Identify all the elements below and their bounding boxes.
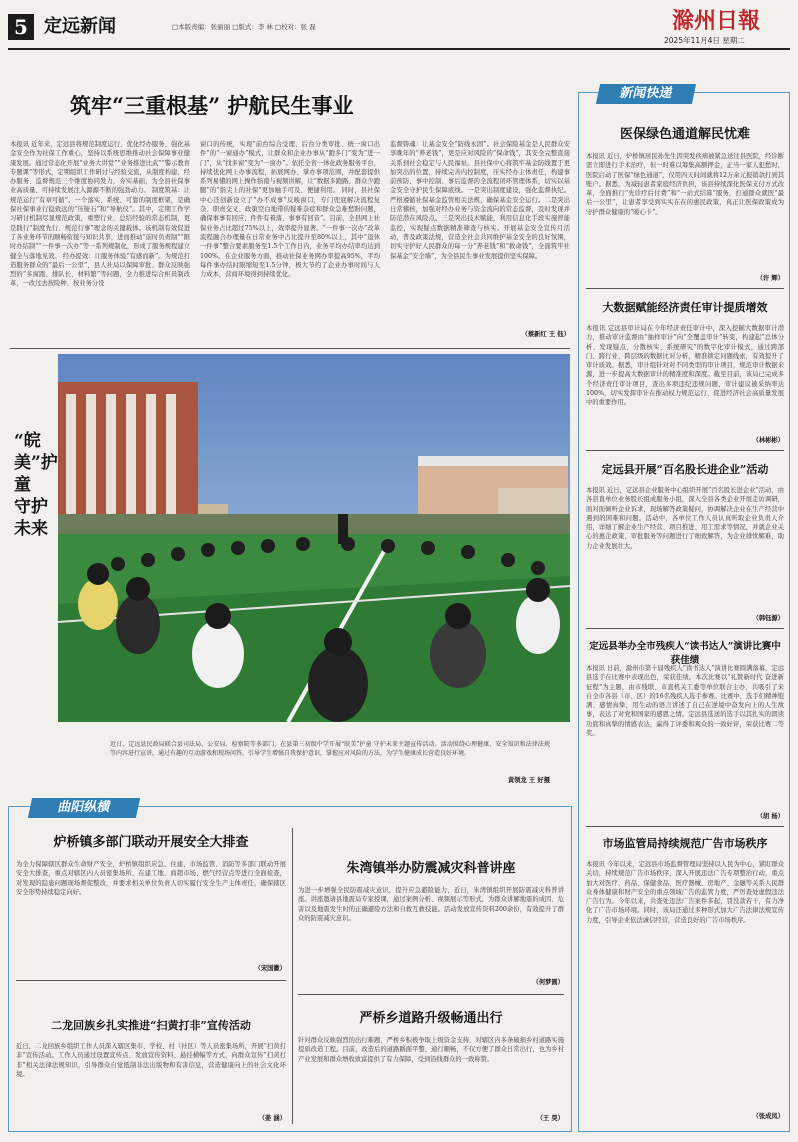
quyang-b4-text: 针对群众反映强烈的出行难题，严桥乡积极争取上级资金支持，对辖区内多条破损乡村道路实施提质改造工程。目前，改造后的道路路面平整、通行顺畅，不仅方便了群众日常出行，也为乡村产业发展和群众增收致富提供了有力保障，受到沿线群众的一致称赞。 <box>298 1037 564 1063</box>
express-divider-3 <box>586 628 784 629</box>
quyang-b4-title: 严桥乡道路升级畅通出行 <box>359 1011 503 1026</box>
editor-credits: □本版责编：张丽丽 □版式：李 林 □校对：张 磊 <box>172 23 316 31</box>
quyang-divider-left <box>16 980 286 981</box>
quyang-b1-title: 炉桥镇多部门联动开展安全大排查 <box>53 835 249 850</box>
quyang-b1-sig: （宋国徽） <box>254 965 286 972</box>
section-name: 定远新闻 <box>44 16 116 37</box>
express-divider-4 <box>586 826 784 827</box>
quyang-b4-sig: （王 昊） <box>536 1115 564 1122</box>
masthead-rule <box>8 48 790 50</box>
express-a3-text: 本报讯 近日，定远县企业服务中心组织开展“百名股长进企业”活动，由各县直单位业务股长组成服务小组，深入全县各类企业开展走访调研，面对面倾听企业诉求，现场解答政策疑问，协调解决企业在生产经营中遇到的困难和问题。活动中，各单位工作人员认真听取企业负责人介绍，详细了解企业生产经营、项目推进、用工需求等情况，并就企业关心的惠企政策、审批服务等问题进行了细致解答，为企业排忧解难，助力企业发展壮大。 <box>586 487 784 550</box>
news-express-ribbon: 新闻快递 <box>596 84 696 104</box>
express-a1-text: 本报讯 近日，炉桥镇居民孙先生因突发疾病被紧急送往县医院，经诊断需立即进行手术治疗，但一时难以筹集高额押金，正当一家人犯愁时，医院启动了医保“绿色通道”，仅用四天时间就将12万余元报销款打到其账户。据悉，为减轻患者家庭经济负担，该县持续深化医保支付方式改革，全面推行“先诊疗后付费”和“一站式结算”服务，打通群众就医“最后一公里”，让患者享受到实实在在的惠民政策，真正让医保政策成为守护群众健康的“暖心卡”。 <box>586 153 784 216</box>
express-a1-title: 医保绿色通道解民忧难 <box>619 127 750 142</box>
quyang-b2-sig: （何梦圆） <box>532 979 564 986</box>
issue-date: 2025年11月4日 星期二 <box>664 36 745 45</box>
express-a4-title: 定远县举办全市残疾人“读书达人”演讲比赛中获佳绩 <box>589 641 781 666</box>
page-number-box: 5 <box>8 14 34 40</box>
photo-side-title: “皖美”护童 守护未来 <box>14 431 58 539</box>
express-divider-2 <box>586 450 784 451</box>
express-a1-sig: （许 辉） <box>756 275 784 282</box>
express-a3-sig: （韩钰源） <box>752 615 784 622</box>
campus-activity-photo <box>58 354 570 722</box>
express-a2-text: 本报讯 定远县审计局在今年经济责任审计中，深入挖掘大数据审计潜力，推动审计监督由“抽样审计”向“全覆盖审计”转变，构建起“总体分析、发现疑点、分散核实、系统研究”的数字化审计模式，通过跨部门、跨行业、跨层级的数据比对分析，精准锁定问题线索，有效提升了审计质效。据悉，审计组针对对不同类型的审计项目，规范审计数据来源，进一步提高大数据审计的精准度和深度。截至目前，该局已完成多个经济责任审计项目，查出多项违纪违规问题，审计建议被采纳率达100%，切实发挥审计在推动权力规范运行、促进经济社会高质量发展中的重要作用。 <box>586 325 784 407</box>
express-a2-title: 大数据赋能经济责任审计提质增效 <box>602 301 768 314</box>
quyang-divider-right <box>298 994 564 995</box>
quyang-vertical-rule <box>292 828 293 1124</box>
quyang-b3-text: 近日，二龙回族乡组织工作人员深入辖区集市、学校、村（社区）等人员密集场所，开展“扫黄打非”宣传活动。工作人员通过设置宣传点、发放宣传资料、悬挂横幅等方式，向群众宣传“扫黄打非”相关法律法规知识，引导群众自觉抵制非法出版物和有害信息，营造健康向上的社会文化环境。 <box>16 1043 286 1078</box>
quyang-b1-text: 为全力保障辖区群众生命财产安全，炉桥镇组织应急、住建、市场监管、消防等多部门联动开展安全大排查，重点对辖区内人员密集场所、在建工地、商超市场、燃气经营点等进行全面检查，对发现的隐患问题现场督促整改，并要求相关单位负责人切实履行安全生产主体责任，确保辖区安全形势持续稳定向好。 <box>16 861 286 896</box>
lead-col-3: 监督铸魂：让基金安全“防线永固”。社会保险基金是人民群众安享晚年的“养老钱”，更是应对风险的“保命钱”，其安全完整直接关系到社会稳定与人民福祉。县社保中心将筑牢基金防线置于更加突出的位置，持续完善内控制度，压实经办主体责任，构建事前预防、事中控制、事后监督的全流程闭环管理体系，切实以基金安全守护民生保障底线。一是突出制度建设，强化监督执纪。严格遵循社保基金监管相关法规，确保基金安全运行。二是突出日常稽核，加强对经办业务与资金流向的常态监督，及时发现并防范潜在风险点。三是突出技术赋能，利用信息化手段实施智能监控，实现疑点数据精准筛查与核实。开展基金安全宣传月活动，普及政策法规，营造全社会共同维护基金安全的良好氛围，切实守护好人民群众的每一分“养老钱”和“救命钱”，全面筑牢社保基金“安全墙”，为全县民生事业发展提供坚实保障。 <box>390 141 570 260</box>
express-a5-title: 市场监管局持续规范广告市场秩序 <box>602 837 768 850</box>
quyang-b3-sig: （姜 涵） <box>258 1115 286 1122</box>
express-divider-1 <box>586 288 784 289</box>
express-a4-text: 本报讯 日前，滁州市第十届残疾人“读书达人”演讲比赛圆满落幕，定远县选手在比赛中表现出色，荣获佳绩。本次比赛以“礼赞新时代 奋进新征程”为主题，由市残联、市直机关工委等单位联合主办，共吸引了来自全市各县（市、区）的16名残疾人选手参赛。比赛中，选手们精神饱满、感情真挚，用生动的语言讲述了自己在逆境中奋发向上的人生故事，表达了对党和国家的感恩之情。定远县选送的选手以其扎实的朗读功底和真挚的情感表达，赢得了评委和观众的一致好评，荣获比赛二等奖。 <box>586 665 784 738</box>
quyang-b2-title: 朱湾镇举办防震减灾科普讲座 <box>346 861 516 876</box>
lead-col-2: 窗口的传统，实现“前台综合受理、后台分类审批、统一窗口出件”的“一窗通办”模式，让群众和企业办事从“跑多门”变为“进一门”，从“找多窗”变为“一窗办”。依托全省一体化政务服务平台，持续优化网上办事流程，拓展网办、掌办事项范围，并配套提供系列易懂的网上操作指南与视频讲解，让“数据多跑路、群众少跑腿”的“指尖上的社保”更加触手可及、便捷利用。 同时，县社保中心还创新设立了“办不成事”反映窗口，专门兜底解决流程复杂、职责交叉、政策空白地带的疑难杂症和群众急难愁盼问题，确保事事有回应、件件有着落、事事有回音”。目前，全县网上社保业务占比超过75%以上，效率提升显著。“一件事一次办”改革流程融合办理量在日常业务中占比提升至80%以上，其中“退休一件事”整合要素服务至1.5个工作日内，业务平均办结率均达到100%。在企业服务方面，推动社保业务网办率提高95%，平均每件事办结时限缩短至1.5分钟，极大节约了企业办事时间与人力成本，营商环境得到持续优化。 <box>200 141 380 279</box>
quyang-b3-title: 二龙回族乡扎实推进“扫黄打非”宣传活动 <box>51 1019 251 1032</box>
lead-signature: （蔡新红 王 钰） <box>521 331 570 338</box>
quyang-ribbon: 曲阳纵横 <box>28 798 140 818</box>
paper-name: 滁州日報 <box>672 8 761 34</box>
express-a2-sig: （林彬彬） <box>752 437 784 444</box>
express-a4-sig: （胡 杨） <box>756 813 784 820</box>
lead-headline: 筑牢“三重根基” 护航民生事业 <box>70 93 354 118</box>
lead-col-1: 本报讯 近年来，定远县将规范制度运行、优化经办服务、强化基金安全作为社保工作重心，坚持以系统思维推动社会保障事业健康发展。通过常态化开展“业务大讲堂”“业务推进比武”“警示教育专题课”等形式，定期组织工作研讨与经验交流，从制度构建、经办服务、监督规范三个维度协同发力，夯实基础，为全县社保事业高质量、可持续发展注入源源不断的强劲动力。 制度筑基：让规范运行“有章可循”。一个落实、系统、可靠的制度框架，是确保社保事业行稳致远的“压舱石”和“导航仪”。其中，定期工作学习研讨机制尽显规范政策，重塑行业、总结经验的常态机制，更是践行“制度先行、规范行事”理念的关键载体。该机制有效促进了各业务环节的顺畅衔接与知识共享，进而推动“前时负责制”“限时办结制”“一件事一次办”等一系列规制化，形成了服务规程建立健全与落地见效。 经办提效：让服务体验“有感而新”。为规范打造服务群众的“最后一公里”，县人社局以保障审批、群众反映强烈的“多窗跑、排队长、材料繁”等问题，全力推进综合柜员制改革，一改过去按险种、按业务分设 <box>10 141 190 288</box>
express-a5-sig: （张成凤） <box>752 1113 784 1120</box>
photo-caption: 近日，定远县民政局联合县司法局、公安局、检察院等多部门，在县第三初级中学开展“皖美”护童 守护未来主题宣传活动。活动围绕心理健康、安全知识和法律法规等内容进行宣讲，通过有趣的互动游戏和现场问答，引导学生增强自我保护意识，掌握应对风险的方法，为学生健康成长营造良好环境。 <box>110 741 550 757</box>
photo-top-rule <box>10 348 570 349</box>
express-a5-text: 本报讯 今年以来，定远县市场监督管理局坚持以人民为中心，紧盯群众关切，持续规范广告市场秩序，深入开展违法广告专项整治行动，重点加大对医疗、药品、保健食品、医疗器械、房地产、金融等关系人民群众身体健康和财产安全的重点领域广告的监管力度，严厉查处虚假违法广告行为。今年以来，共查处违法广告案件多起，罚没款若干，有力净化了广告市场环境。同时，该局还通过多种形式加大广告法律法规宣传力度，引导企业依法诚信经营，营造良好的广告市场秩序。 <box>586 861 784 924</box>
quyang-b2-text: 为进一步增强全民防震减灾意识，提升应急避险能力，近日，朱湾镇组织开展防震减灾科普讲座。讲座邀请县地震局专家授课，通过案例分析、视频展示等形式，为群众讲解地震的成因、危害以及地震发生时的正确避险方法和自救互救技能。活动发放宣传资料200余份，有效提升了群众的防震减灾意识。 <box>298 887 564 922</box>
photo-credit: 黄领龙 王 好摄 <box>507 777 550 784</box>
express-a3-title: 定远县开展“百名股长进企业”活动 <box>601 463 769 476</box>
